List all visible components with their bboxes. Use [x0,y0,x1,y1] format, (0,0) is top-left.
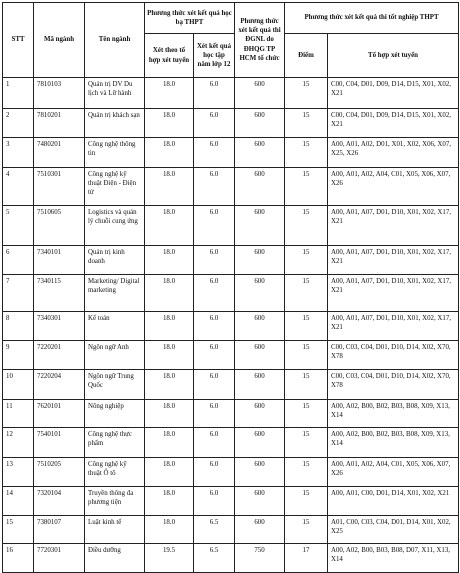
cell-dgnl-score: 600 [235,246,285,275]
cell-stt: 11 [3,400,34,428]
cell-transcript-combo-score: 18.0 [145,138,194,168]
cell-exam-score: 15 [285,428,328,458]
cell-major-name: Quản trị kinh doanh [85,246,145,275]
header-transcript-group: Phương thức xét kết quả học bạ THPT [145,3,235,34]
cell-exam-score: 15 [285,275,328,312]
cell-transcript-combo-score: 18.0 [145,400,194,428]
cell-stt: 9 [3,341,34,370]
cell-exam-score: 15 [285,78,328,109]
cell-major-name: Quản trị DV Du lịch và Lữ hành [85,78,145,109]
cell-grade12-score: 6.5 [194,516,235,544]
cell-major-code: 7320104 [34,487,85,516]
cell-exam-combos: A00, A01, A07, D01, D10, X01, X02, X17, X21 [328,246,459,275]
cell-dgnl-score: 600 [235,516,285,544]
cell-transcript-combo-score: 18.0 [145,516,194,544]
cell-major-name: Công nghệ kỹ thuật Điện - Điện tử [85,168,145,206]
cell-dgnl-score: 600 [235,168,285,206]
cell-stt: 2 [3,109,34,138]
cell-exam-combos: A00, A02, B00, B02, B03, B08, X09, X13, X14 [328,428,459,458]
cell-stt: 3 [3,138,34,168]
cell-dgnl-score: 600 [235,206,285,246]
header-exam-score: Điểm [285,34,328,78]
cell-transcript-combo-score: 19.5 [145,544,194,573]
cell-major-name: Kế toán [85,312,145,341]
table-row [3,109,459,138]
cell-major-name: Quản trị khách sạn [85,109,145,138]
cell-major-code: 7510605 [34,206,85,246]
cell-major-code: 7810103 [34,78,85,109]
cell-major-code: 7340301 [34,312,85,341]
cell-major-name: Truyền thông đa phương tiện [85,487,145,516]
cell-exam-score: 15 [285,400,328,428]
cell-stt: 5 [3,206,34,246]
cell-transcript-combo-score: 18.0 [145,370,194,400]
header-transcript-grade12: Xét kết quả học tập năm lớp 12 [194,34,235,78]
cell-exam-score: 15 [285,370,328,400]
cell-dgnl-score: 600 [235,341,285,370]
cell-transcript-combo-score: 18.0 [145,341,194,370]
header-code: Mã ngành [34,3,85,78]
cell-major-code: 7220204 [34,370,85,400]
cell-major-code: 7540101 [34,428,85,458]
cell-exam-combos: A00, A01, A07, D01, D10, X01, X02, X17, X21 [328,275,459,312]
table-row [3,458,459,487]
table-row [3,246,459,275]
cell-transcript-combo-score: 18.0 [145,246,194,275]
header-exam-group: Phương thức xét kết quả thi tốt nghiệp THPT [285,3,459,34]
cell-exam-combos: C00, C04, D01, D09, D14, D15, X01, X02, X21 [328,109,459,138]
cell-transcript-combo-score: 18.0 [145,312,194,341]
cell-stt: 14 [3,487,34,516]
cell-major-code: 7620101 [34,400,85,428]
cell-grade12-score: 6.0 [194,206,235,246]
cell-transcript-combo-score: 18.0 [145,168,194,206]
cell-exam-score: 15 [285,312,328,341]
cell-transcript-combo-score: 18.0 [145,206,194,246]
cell-major-name: Ngôn ngữ Anh [85,341,145,370]
cell-exam-combos: C00, C04, D01, D09, D14, D15, X01, X02, X21 [328,78,459,109]
admission-table [2,2,459,573]
cell-stt: 6 [3,246,34,275]
cell-exam-combos: C00, C03, C04, D01, D10, D14, X02, X70, X78 [328,370,459,400]
cell-dgnl-score: 600 [235,487,285,516]
table-row [3,370,459,400]
cell-dgnl-score: 600 [235,400,285,428]
cell-stt: 16 [3,544,34,573]
table-row [3,275,459,312]
cell-exam-score: 15 [285,138,328,168]
cell-dgnl-score: 600 [235,370,285,400]
cell-exam-combos: C00, C03, C04, D01, D10, D14, X02, X70, X78 [328,341,459,370]
cell-grade12-score: 6.0 [194,428,235,458]
cell-grade12-score: 6.0 [194,275,235,312]
cell-dgnl-score: 750 [235,544,285,573]
cell-major-code: 7220201 [34,341,85,370]
cell-major-code: 7720301 [34,544,85,573]
cell-grade12-score: 6.0 [194,78,235,109]
cell-exam-combos: A00, A02, B00, B03, B08, D07, X11, X13, X14 [328,544,459,573]
cell-grade12-score: 6.0 [194,458,235,487]
cell-exam-score: 15 [285,458,328,487]
cell-major-name: Công nghệ kỹ thuật Ô tô [85,458,145,487]
cell-exam-score: 17 [285,544,328,573]
cell-grade12-score: 6.0 [194,168,235,206]
cell-exam-combos: A00, A02, B00, B02, B03, B08, X09, X13, X14 [328,400,459,428]
cell-grade12-score: 6.0 [194,487,235,516]
table-row [3,400,459,428]
cell-major-name: Luật kinh tế [85,516,145,544]
cell-major-name: Marketing/ Digital marketing [85,275,145,312]
cell-major-code: 7340101 [34,246,85,275]
cell-major-name: Nông nghiệp [85,400,145,428]
cell-exam-score: 15 [285,109,328,138]
cell-dgnl-score: 600 [235,138,285,168]
header-dgnl: Phương thức xét kết quả thi ĐGNL do ĐHQG TP HCM tổ chức [235,3,285,78]
cell-grade12-score: 6.0 [194,246,235,275]
cell-grade12-score: 6.0 [194,138,235,168]
cell-major-code: 7810201 [34,109,85,138]
cell-dgnl-score: 600 [235,312,285,341]
cell-stt: 15 [3,516,34,544]
table-row [3,168,459,206]
table-row [3,78,459,109]
cell-major-code: 7510205 [34,458,85,487]
cell-major-code: 7480201 [34,138,85,168]
cell-transcript-combo-score: 18.0 [145,487,194,516]
cell-exam-combos: A00, A01, A07, D01, D10, X01, X02, X17, X21 [328,206,459,246]
cell-transcript-combo-score: 18.0 [145,78,194,109]
header-name: Tên ngành [85,3,145,78]
cell-stt: 12 [3,428,34,458]
cell-exam-score: 15 [285,168,328,206]
cell-major-name: Công nghệ thực phẩm [85,428,145,458]
cell-transcript-combo-score: 18.0 [145,458,194,487]
cell-transcript-combo-score: 18.0 [145,428,194,458]
header-transcript-combo: Xét theo tổ hợp xét tuyển [145,34,194,78]
cell-stt: 7 [3,275,34,312]
header-exam-combo: Tổ hợp xét tuyển [328,34,459,78]
cell-exam-combos: A00, A01, A07, D01, D10, X01, X02, X17, X21 [328,312,459,341]
cell-major-code: 7340115 [34,275,85,312]
cell-stt: 1 [3,78,34,109]
cell-exam-score: 15 [285,487,328,516]
cell-grade12-score: 6.0 [194,370,235,400]
cell-stt: 4 [3,168,34,206]
cell-stt: 10 [3,370,34,400]
table-row [3,206,459,246]
cell-exam-combos: A00, A01, C00, D01, D14, X01, X02, X21 [328,487,459,516]
cell-exam-combos: A00, A01, A02, D01, X01, X02, X06, X07, X25, X26 [328,138,459,168]
cell-exam-score: 15 [285,206,328,246]
cell-dgnl-score: 600 [235,109,285,138]
cell-dgnl-score: 600 [235,275,285,312]
cell-major-name: Điều dưỡng [85,544,145,573]
cell-exam-score: 15 [285,516,328,544]
cell-grade12-score: 6.0 [194,109,235,138]
cell-grade12-score: 6.0 [194,400,235,428]
table-row [3,428,459,458]
cell-exam-combos: A01, C00, C03, C04, D01, D14, X01, X02, X25 [328,516,459,544]
cell-major-name: Logistics và quản lý chuỗi cung ứng [85,206,145,246]
cell-exam-score: 15 [285,246,328,275]
cell-stt: 8 [3,312,34,341]
cell-exam-combos: A00, A01, A02, A04, C01, X05, X06, X07, X26 [328,458,459,487]
header-stt: STT [3,3,34,78]
table-row [3,516,459,544]
cell-major-name: Ngôn ngữ Trung Quốc [85,370,145,400]
cell-dgnl-score: 600 [235,78,285,109]
table-body [3,78,459,573]
cell-dgnl-score: 600 [235,458,285,487]
cell-major-code: 7510301 [34,168,85,206]
cell-transcript-combo-score: 18.0 [145,275,194,312]
cell-major-name: Công nghệ thông tin [85,138,145,168]
cell-dgnl-score: 600 [235,428,285,458]
cell-exam-score: 15 [285,341,328,370]
table-row [3,312,459,341]
cell-grade12-score: 6.5 [194,544,235,573]
cell-grade12-score: 6.0 [194,312,235,341]
table-row [3,487,459,516]
cell-major-code: 7380107 [34,516,85,544]
cell-transcript-combo-score: 18.0 [145,109,194,138]
cell-exam-combos: A00, A01, A02, A04, C01, X05, X06, X07, X26 [328,168,459,206]
cell-stt: 13 [3,458,34,487]
table-row [3,341,459,370]
table-row [3,138,459,168]
cell-grade12-score: 6.0 [194,341,235,370]
table-row [3,544,459,573]
